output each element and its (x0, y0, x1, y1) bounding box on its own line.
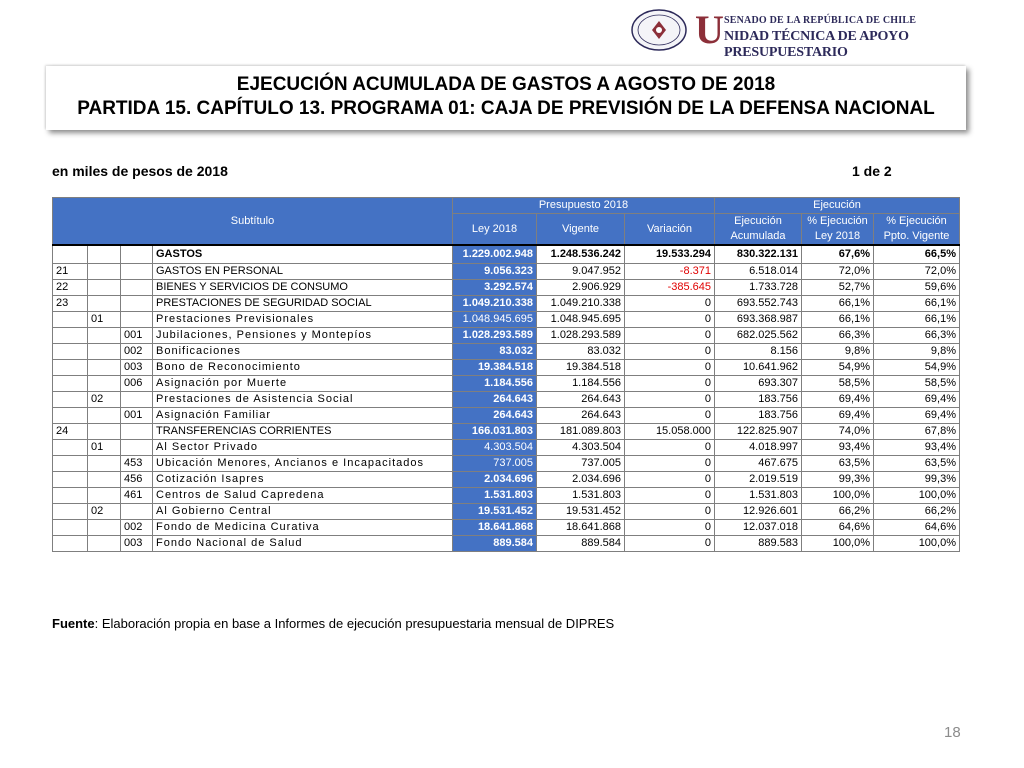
cell-item (88, 280, 121, 296)
cell-name: Cotización Isapres (153, 472, 453, 488)
cell-pct-ley: 72,0% (802, 264, 874, 280)
cell-sub (53, 392, 88, 408)
cell-item (88, 472, 121, 488)
cell-pct-vig: 99,3% (874, 472, 960, 488)
cell-asig: 002 (121, 520, 153, 536)
cell-pct-vig: 58,5% (874, 376, 960, 392)
cell-item (88, 296, 121, 312)
cell-ejec: 693.368.987 (715, 312, 802, 328)
cell-pct-vig: 93,4% (874, 440, 960, 456)
cell-name: Prestaciones de Asistencia Social (153, 392, 453, 408)
cell-pct-ley: 66,1% (802, 312, 874, 328)
cell-name: Al Gobierno Central (153, 504, 453, 520)
cell-ejec: 830.322.131 (715, 245, 802, 264)
cell-asig: 006 (121, 376, 153, 392)
cell-item (88, 376, 121, 392)
cell-sub (53, 408, 88, 424)
cell-sub: 21 (53, 264, 88, 280)
cell-variacion: 0 (625, 392, 715, 408)
title-line-1: EJECUCIÓN ACUMULADA DE GASTOS A AGOSTO DE 2018 (236, 74, 776, 95)
table-row (53, 408, 960, 424)
cell-variacion: -385.645 (625, 280, 715, 296)
cell-name: Ubicación Menores, Ancianos e Incapacitados (153, 456, 453, 472)
cell-variacion: 0 (625, 488, 715, 504)
cell-asig (121, 440, 153, 456)
cell-vigente: 889.584 (537, 536, 625, 552)
cell-name: Bono de Reconocimiento (153, 360, 453, 376)
cell-asig: 456 (121, 472, 153, 488)
cell-ley: 1.531.803 (453, 488, 537, 504)
cell-ejec: 693.307 (715, 376, 802, 392)
cell-item (88, 360, 121, 376)
cell-vigente: 1.531.803 (537, 488, 625, 504)
cell-ejec: 12.037.018 (715, 520, 802, 536)
cell-ley: 1.049.210.338 (453, 296, 537, 312)
cell-item (88, 344, 121, 360)
cell-ejec: 682.025.562 (715, 328, 802, 344)
header-pct-ley-line1: % Ejecución (807, 215, 868, 227)
cell-pct-vig: 100,0% (874, 536, 960, 552)
cell-vigente: 9.047.952 (537, 264, 625, 280)
cell-ejec: 1.733.728 (715, 280, 802, 296)
cell-pct-ley: 100,0% (802, 488, 874, 504)
budget-table (52, 197, 960, 552)
page-indicator: 1 de 2 (852, 163, 892, 179)
cell-ley: 889.584 (453, 536, 537, 552)
cell-vigente: 18.641.868 (537, 520, 625, 536)
cell-name: Fondo de Medicina Curativa (153, 520, 453, 536)
cell-variacion: 15.058.000 (625, 424, 715, 440)
cell-item (88, 264, 121, 280)
cell-sub (53, 312, 88, 328)
cell-variacion: 0 (625, 504, 715, 520)
cell-asig (121, 296, 153, 312)
header-pct-vig-line1: % Ejecución (886, 215, 947, 227)
cell-item (88, 245, 121, 264)
cell-ejec: 4.018.997 (715, 440, 802, 456)
cell-ejec: 183.756 (715, 408, 802, 424)
cell-variacion: 0 (625, 440, 715, 456)
cell-item: 02 (88, 392, 121, 408)
cell-ley: 3.292.574 (453, 280, 537, 296)
cell-vigente: 1.184.556 (537, 376, 625, 392)
cell-sub: 24 (53, 424, 88, 440)
cell-sub (53, 376, 88, 392)
cell-asig (121, 264, 153, 280)
cell-variacion: -8.371 (625, 264, 715, 280)
table-row (53, 376, 960, 392)
cell-ejec: 1.531.803 (715, 488, 802, 504)
table-row (53, 296, 960, 312)
cell-ley: 83.032 (453, 344, 537, 360)
cell-name: Asignación por Muerte (153, 376, 453, 392)
logo-initial: U (695, 7, 724, 52)
cell-ejec: 467.675 (715, 456, 802, 472)
header-ejecucion-acumulada (715, 214, 802, 246)
cell-asig: 461 (121, 488, 153, 504)
cell-sub (53, 440, 88, 456)
source-note (52, 616, 614, 631)
cell-ley: 1.028.293.589 (453, 328, 537, 344)
cell-asig (121, 504, 153, 520)
cell-ley: 19.384.518 (453, 360, 537, 376)
cell-name: BIENES Y SERVICIOS DE CONSUMO (153, 280, 453, 296)
cell-item (88, 424, 121, 440)
cell-vigente: 264.643 (537, 392, 625, 408)
table-row (53, 312, 960, 328)
cell-pct-ley: 67,6% (802, 245, 874, 264)
cell-name: Jubilaciones, Pensiones y Montepíos (153, 328, 453, 344)
cell-variacion: 0 (625, 456, 715, 472)
cell-pct-ley: 52,7% (802, 280, 874, 296)
cell-ley: 19.531.452 (453, 504, 537, 520)
cell-sub (53, 328, 88, 344)
title-line-2: PARTIDA 15. CAPÍTULO 13. PROGRAMA 01: CAJA DE PREVISIÓN DE LA DEFENSA NACIONAL (77, 98, 935, 119)
cell-asig (121, 245, 153, 264)
cell-pct-ley: 99,3% (802, 472, 874, 488)
header-variacion: Variación (625, 214, 715, 246)
cell-ley: 264.643 (453, 392, 537, 408)
cell-ejec: 12.926.601 (715, 504, 802, 520)
cell-pct-ley: 74,0% (802, 424, 874, 440)
cell-vigente: 264.643 (537, 408, 625, 424)
header-presupuesto: Presupuesto 2018 (453, 198, 715, 214)
cell-pct-ley: 64,6% (802, 520, 874, 536)
cell-vigente: 1.028.293.589 (537, 328, 625, 344)
header-subtitulo: Subtítulo (53, 198, 453, 246)
cell-asig (121, 424, 153, 440)
cell-sub (53, 472, 88, 488)
cell-name: Fondo Nacional de Salud (153, 536, 453, 552)
cell-vigente: 1.049.210.338 (537, 296, 625, 312)
cell-sub (53, 360, 88, 376)
cell-name: Centros de Salud Capredena (153, 488, 453, 504)
cell-ejec: 2.019.519 (715, 472, 802, 488)
cell-ley: 18.641.868 (453, 520, 537, 536)
cell-sub (53, 344, 88, 360)
cell-pct-vig: 69,4% (874, 392, 960, 408)
header-pct-ley (802, 214, 874, 246)
table-row (53, 488, 960, 504)
cell-variacion: 0 (625, 312, 715, 328)
table-row (53, 440, 960, 456)
header-ejec-acum-line2: Acumulada (730, 230, 786, 242)
cell-name: GASTOS EN PERSONAL (153, 264, 453, 280)
cell-variacion: 0 (625, 472, 715, 488)
header-pct-vig-line2: Ppto. Vigente (883, 230, 950, 242)
cell-vigente: 19.531.452 (537, 504, 625, 520)
cell-ejec: 8.156 (715, 344, 802, 360)
cell-asig: 453 (121, 456, 153, 472)
cell-sub (53, 504, 88, 520)
cell-ley: 4.303.504 (453, 440, 537, 456)
cell-vigente: 2.906.929 (537, 280, 625, 296)
table-row (53, 392, 960, 408)
cell-pct-vig: 69,4% (874, 408, 960, 424)
cell-ejec: 889.583 (715, 536, 802, 552)
table-row (53, 360, 960, 376)
cell-vigente: 19.384.518 (537, 360, 625, 376)
cell-variacion: 0 (625, 376, 715, 392)
cell-name: Bonificaciones (153, 344, 453, 360)
cell-pct-ley: 93,4% (802, 440, 874, 456)
cell-item: 02 (88, 504, 121, 520)
cell-variacion: 0 (625, 328, 715, 344)
table-row (53, 536, 960, 552)
cell-item (88, 520, 121, 536)
cell-variacion: 0 (625, 408, 715, 424)
table-row (53, 264, 960, 280)
cell-asig: 001 (121, 408, 153, 424)
cell-ejec: 10.641.962 (715, 360, 802, 376)
cell-vigente: 1.248.536.242 (537, 245, 625, 264)
cell-pct-ley: 66,1% (802, 296, 874, 312)
cell-pct-vig: 64,6% (874, 520, 960, 536)
title-box (46, 66, 966, 130)
cell-item (88, 328, 121, 344)
cell-variacion: 0 (625, 520, 715, 536)
cell-pct-ley: 9,8% (802, 344, 874, 360)
cell-pct-vig: 54,9% (874, 360, 960, 376)
cell-pct-vig: 66,3% (874, 328, 960, 344)
cell-pct-vig: 59,6% (874, 280, 960, 296)
cell-sub (53, 536, 88, 552)
cell-pct-ley: 69,4% (802, 408, 874, 424)
cell-sub (53, 520, 88, 536)
cell-sub (53, 488, 88, 504)
cell-ley: 264.643 (453, 408, 537, 424)
table-row (53, 245, 960, 264)
cell-item (88, 456, 121, 472)
cell-ley: 2.034.696 (453, 472, 537, 488)
cell-asig (121, 312, 153, 328)
cell-ley: 1.048.945.695 (453, 312, 537, 328)
cell-item (88, 408, 121, 424)
cell-pct-ley: 66,3% (802, 328, 874, 344)
cell-item (88, 488, 121, 504)
budget-table-body (53, 245, 960, 552)
cell-sub: 22 (53, 280, 88, 296)
cell-name: GASTOS (153, 245, 453, 264)
senado-seal-logo (630, 8, 688, 52)
cell-pct-vig: 66,1% (874, 312, 960, 328)
header-pct-ley-line2: Ley 2018 (814, 230, 861, 242)
cell-ejec: 183.756 (715, 392, 802, 408)
cell-ley: 1.184.556 (453, 376, 537, 392)
table-row (53, 280, 960, 296)
cell-ejec: 122.825.907 (715, 424, 802, 440)
cell-sub: 23 (53, 296, 88, 312)
cell-pct-vig: 72,0% (874, 264, 960, 280)
table-row (53, 456, 960, 472)
cell-pct-vig: 100,0% (874, 488, 960, 504)
cell-ley: 9.056.323 (453, 264, 537, 280)
cell-name: PRESTACIONES DE SEGURIDAD SOCIAL (153, 296, 453, 312)
table-row (53, 472, 960, 488)
cell-ejec: 6.518.014 (715, 264, 802, 280)
cell-pct-vig: 63,5% (874, 456, 960, 472)
cell-vigente: 737.005 (537, 456, 625, 472)
cell-pct-ley: 100,0% (802, 536, 874, 552)
cell-vigente: 83.032 (537, 344, 625, 360)
header-ley: Ley 2018 (453, 214, 537, 246)
cell-pct-vig: 9,8% (874, 344, 960, 360)
cell-asig: 002 (121, 344, 153, 360)
cell-sub (53, 245, 88, 264)
cell-pct-vig: 66,1% (874, 296, 960, 312)
header-pct-vigente (874, 214, 960, 246)
cell-pct-ley: 58,5% (802, 376, 874, 392)
cell-pct-vig: 66,5% (874, 245, 960, 264)
cell-variacion: 0 (625, 360, 715, 376)
cell-item: 01 (88, 440, 121, 456)
cell-pct-ley: 66,2% (802, 504, 874, 520)
cell-sub (53, 456, 88, 472)
cell-asig (121, 392, 153, 408)
cell-name: Al Sector Privado (153, 440, 453, 456)
cell-name: Prestaciones Previsionales (153, 312, 453, 328)
header-ejecucion: Ejecución (715, 198, 960, 214)
units-label: en miles de pesos de 2018 (52, 163, 228, 179)
source-label: Fuente (52, 616, 95, 631)
header-vigente: Vigente (537, 214, 625, 246)
cell-name: TRANSFERENCIAS CORRIENTES (153, 424, 453, 440)
cell-ejec: 693.552.743 (715, 296, 802, 312)
cell-vigente: 1.048.945.695 (537, 312, 625, 328)
cell-vigente: 4.303.504 (537, 440, 625, 456)
header-ejec-acum-line1: Ejecución (734, 215, 782, 227)
cell-ley: 1.229.002.948 (453, 245, 537, 264)
cell-asig: 003 (121, 360, 153, 376)
cell-vigente: 2.034.696 (537, 472, 625, 488)
logo-unit-text: NIDAD TÉCNICA DE APOYO PRESUPUESTARIO (724, 29, 909, 60)
cell-pct-ley: 63,5% (802, 456, 874, 472)
table-row (53, 504, 960, 520)
source-text: : Elaboración propia en base a Informes de ejecución presupuestaria mensual de DIPRES (94, 616, 615, 631)
cell-ley: 166.031.803 (453, 424, 537, 440)
cell-variacion: 0 (625, 536, 715, 552)
cell-asig: 003 (121, 536, 153, 552)
table-row (53, 344, 960, 360)
cell-pct-vig: 67,8% (874, 424, 960, 440)
slide-number: 18 (944, 724, 961, 741)
logo-senado-text: SENADO DE LA REPÚBLICA DE CHILE (724, 15, 917, 26)
cell-asig: 001 (121, 328, 153, 344)
cell-variacion: 0 (625, 344, 715, 360)
cell-variacion: 19.533.294 (625, 245, 715, 264)
cell-item: 01 (88, 312, 121, 328)
cell-item (88, 536, 121, 552)
cell-pct-vig: 66,2% (874, 504, 960, 520)
table-row (53, 520, 960, 536)
cell-pct-ley: 69,4% (802, 392, 874, 408)
cell-vigente: 181.089.803 (537, 424, 625, 440)
table-row (53, 328, 960, 344)
cell-asig (121, 280, 153, 296)
cell-pct-ley: 54,9% (802, 360, 874, 376)
table-row (53, 424, 960, 440)
cell-ley: 737.005 (453, 456, 537, 472)
cell-name: Asignación Familiar (153, 408, 453, 424)
cell-variacion: 0 (625, 296, 715, 312)
